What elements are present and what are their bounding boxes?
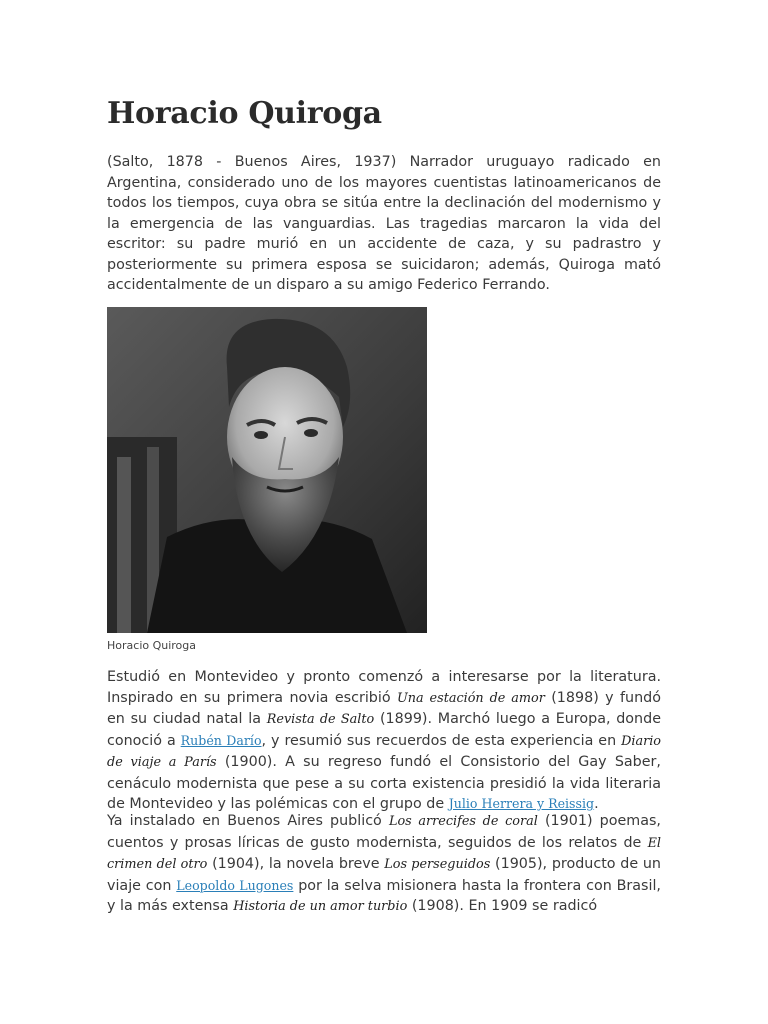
work-title: El crimen del otro xyxy=(107,835,661,872)
body-paragraph-1 xyxy=(107,667,661,815)
portrait-photo xyxy=(107,307,427,633)
paragraph-text: (1898) y fundó en su ciudad natal la xyxy=(107,689,661,727)
photo-caption: Horacio Quiroga xyxy=(107,639,197,652)
paragraph-text: por la selva misionera hasta la frontera con Brasil, y la más extensa xyxy=(107,877,661,914)
paragraph-text: , y resumió sus recuerdos de esta experiencia en xyxy=(261,732,622,749)
work-title: Historia de un amor turbio xyxy=(233,899,408,914)
paragraph-text: (1905), producto de un viaje con xyxy=(107,856,661,894)
body-paragraph-2 xyxy=(107,811,661,918)
work-title: Una estación de amor xyxy=(396,690,545,706)
work-title: Revista de Salto xyxy=(266,712,375,727)
paragraph-text: (1901) poemas, cuentos y prosas líricas de gusto modernista, seguidos de los relatos de xyxy=(107,813,661,851)
paragraph-text: Estudió en Montevideo y pronto comenzó a interesarse por la literatura. Inspirado en su primera novia escribió xyxy=(107,669,661,706)
portrait-illustration xyxy=(107,307,427,633)
paragraph-text: (1908). En 1909 se radicó xyxy=(407,898,598,914)
intro-paragraph: (Salto, 1878 - Buenos Aires, 1937) Narrador uruguayo radicado en Argentina, considerado uno de los mayores cuentistas latinoamericanos de todos los tiempos, cuya obra se sitúa entre la declinación del modernismo y la emergencia de las vanguardias. Las tragedias marcaron la vida del escritor: su padre murió en un accidente de caza, y su padrastro y posteriormente su primera esposa se suicidaron; además, Quiroga mató accidentalmente de un disparo a su amigo Federico Ferrando. xyxy=(107,154,661,293)
work-title: Los arrecifes de coral xyxy=(388,814,538,829)
paragraph-text: (1900). A su regreso fundó el Consistorio del Gay Saber, cenáculo modernista que pese a su corta existencia presidió la vida literaria de Montevideo y las polémicas con el grupo de xyxy=(107,754,661,812)
work-title: Diario de viaje a París xyxy=(107,733,661,770)
page-title: Horacio Quiroga xyxy=(107,96,382,131)
work-title: Los perseguidos xyxy=(384,857,491,872)
link-ruben-dario[interactable]: Rubén Darío xyxy=(180,732,262,748)
link-leopoldo-lugones[interactable]: Leopoldo Lugones xyxy=(176,877,294,893)
paragraph-text: . xyxy=(594,796,599,812)
paragraph-text: (1899). Marchó luego a Europa, donde conoció a xyxy=(107,711,661,749)
link-julio-herrera-y-reissig[interactable]: Julio Herrera y Reissig xyxy=(448,796,595,811)
paragraph-text: (1904), la novela breve xyxy=(207,856,385,872)
paragraph-text: Ya instalado en Buenos Aires publicó xyxy=(107,813,389,829)
